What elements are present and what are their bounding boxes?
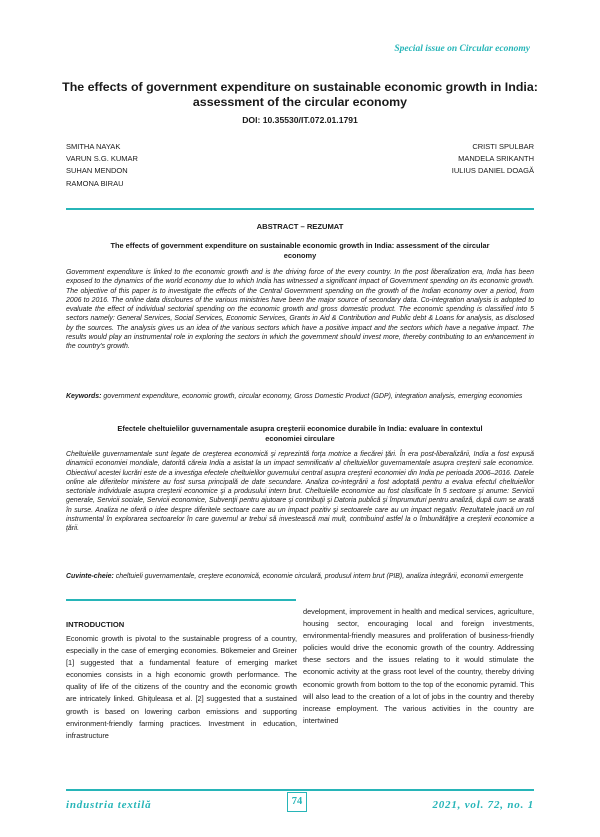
author: IULIUS DANIEL DOAGĂ	[451, 166, 534, 176]
footer-rule	[66, 789, 534, 791]
keywords-en-text: government expenditure, economic growth, circular economy, Gross Domestic Product (GDP), integration analysis, emerging economies	[101, 393, 523, 400]
article-title: The effects of government expenditure on sustainable economic growth in India: assessment of the circular economy	[62, 80, 538, 109]
keywords-ro	[66, 572, 534, 581]
introduction-heading: INTRODUCTION	[66, 620, 125, 629]
keywords-ro-label: Cuvinte-cheie:	[66, 573, 114, 580]
authors-right	[452, 141, 534, 178]
author: RAMONA BIRAU	[66, 178, 124, 188]
author: MANDELA SRIKANTH	[458, 154, 534, 164]
introduction-left-column: Economic growth is pivotal to the sustainable progress of a country, especially in the case of emerging economies. Bökemeier and Greiner [1] suggested that a fundamental feature of emerging market economies consists in a high economic growth performance. The quality of life of the citizens of the country and the economic growth are intricately linked. Ghiţuleasa et al. [2] suggested that a sustained growth is based on lowering carbon emissions and supporting environment-friendly farming practices. Investment in education, infrastructure	[66, 634, 297, 740]
author: CRISTI SPULBAR	[472, 142, 534, 151]
doi: DOI: 10.35530/IT.072.01.1791	[242, 115, 358, 125]
author: SUHAN MENDON	[66, 166, 128, 176]
author: VARUN S.G. KUMAR	[66, 154, 138, 164]
authors-left	[66, 141, 138, 190]
page-number: 74	[287, 792, 307, 812]
keywords-en	[66, 392, 534, 401]
footer-volume: 2021, vol. 72, no. 1	[432, 799, 534, 811]
abstract-en-title: The effects of government expenditure on sustainable economic growth in India: assessment of the circular economy	[110, 241, 490, 260]
introduction-right-column: development, improvement in health and medical services, agriculture, housing sector, encouraging local and foreign investments, environmental-friendly measures and proliferation of business-friendly policies would drive the economic growth of the country. Addressing these sectors and the issues relating to it would stimulate the economic activity at the grass root level of the country, thereby driving economic growth from bottom to the top of the economic pyramid. This will also lead to the creation of a lot of jobs in the country and thereby increase employment. The various activities in the country are intertwined	[303, 607, 534, 725]
keywords-en-label: Keywords:	[66, 393, 102, 400]
special-issue-label: Special issue on Circular economy	[394, 44, 530, 54]
abstract-en-text: Government expenditure is linked to the economic growth and is the driving force of the every country. In the post liberalization era, India has been exposed to the dynamics of the world economy due to which India has witnessed a significant impact of Government spending on its economic growth. The objective of this paper is to investigate the effects of the Central Government spending on the growth of the Indian economy over a period, from 2006 to 2016. The online data discloures of the various ministries have been the major source of secondary data. Co-integration analysis is adopted to evaluate the effect of individual sectorial spending on the economic growth and gross domestic product. The economic spending is classified into 5 sectors namely: General Services, Social Services, Economic Services, Grants in Aid & Contribution and Public debt & Loans for analysis, as disclosed by the sources. The analysis gives us an idea of the various sectors which have a positive impact and the sectors which have a negative impact. The results would play an instrumental role in exploring the sectors in which the government should invest more, thereby contributing to an enhancement in the country's growth.	[66, 269, 534, 351]
footer-journal: industria textilă	[66, 799, 152, 811]
keywords-ro-text: cheltuieli guvernamentale, creştere economică, economie circulară, produsul intern brut (PIB), analiza integrării, economii emergente	[113, 573, 524, 580]
author: SMITHA NAYAK	[66, 142, 121, 151]
abstract-heading: ABSTRACT – REZUMAT	[256, 222, 344, 231]
divider-left	[66, 599, 296, 601]
abstract-ro-title: Efectele cheltuielilor guvernamentale asupra creşterii economice durabile în India: evaluare în contextul economiei circulare	[117, 424, 483, 443]
abstract-ro-text: Cheltuielile guvernamentale sunt legate de creşterea economică şi reprezintă forţa motrice a fiecărei ţări. În era post-liberalizării, India a fost expusă dinamicii economiei mondiale, datorită căreia India a asistat la un impact semnificativ al cheltuielilor guvernamentale asupra creşterii sale economice. Obiectivul acestei lucrări este de a investiga efectele cheltuielilor guvernului central asupra creşterii economiei din India pe perioada 2006–2016. Datele online ale diferitelor ministere au fost sursa principală de date secundare. Analiza co-integrării a fost adoptată pentru a evalua efectul cheltuielilor sectoriale individuale asupra creşterii economice şi a produsului intern brut. Cheltuielile economice au fost clasificate în 5 sectoare şi anume: Servicii generale, Servicii sociale, Servicii economice, Subvenţii pentru ajutoare şi contribuţii şi Datoria publică şi împrumuturi pentru analiză, după cum se arată în surse. Analiza ne oferă o idee despre diferitele sectoare care au un impact pozitiv şi sectoarele care au un impact negativ. Rezultatele joacă un rol instrumental în explorarea sectoarelor în care guvernul ar trebui să investească mai mult, contribuind astfel la o îmbunătăţire a creşterii economice a ţării.	[66, 451, 534, 533]
divider	[66, 208, 534, 210]
